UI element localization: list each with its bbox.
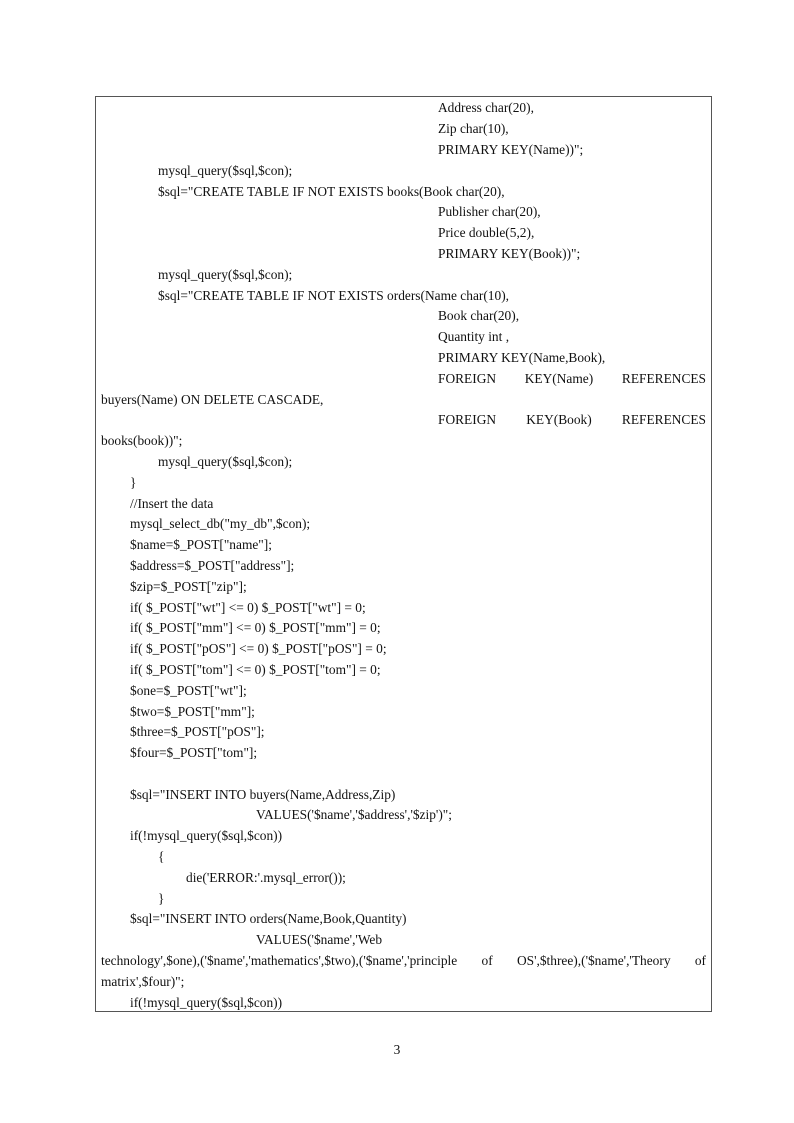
code-word: REFERENCES [621,412,706,427]
code-line: if(!mysql_query($sql,$con)) [130,995,283,1010]
code-line-justified [438,371,706,387]
code-line: Address char(20), [438,100,534,115]
code-line: mysql_select_db("my_db",$con); [130,516,311,531]
code-line: $name=$_POST["name"]; [130,537,272,552]
code-word: REFERENCES [621,371,706,386]
code-line: $two=$_POST["mm"]; [130,704,255,719]
code-line: Zip char(10), [438,121,509,136]
code-line: Price double(5,2), [438,225,535,240]
code-line: $zip=$_POST["zip"]; [130,579,247,594]
code-line: $three=$_POST["pOS"]; [130,724,265,739]
code-line: mysql_query($sql,$con); [158,163,293,178]
code-line: VALUES('$name','$address','$zip')"; [256,807,452,822]
code-line: Quantity int , [438,329,510,344]
code-line-justified [438,412,706,428]
code-line: if(!mysql_query($sql,$con)) [130,828,283,843]
code-line: if( $_POST["pOS"] <= 0) $_POST["pOS"] = 0; [130,641,387,656]
code-line: if( $_POST["mm"] <= 0) $_POST["mm"] = 0; [130,620,381,635]
code-line: matrix',$four)"; [101,974,185,989]
code-line: $four=$_POST["tom"]; [130,745,258,760]
code-line: mysql_query($sql,$con); [158,454,293,469]
code-word: OS',$three),('$name','Theory [516,953,671,968]
code-comment: //Insert the data [130,496,214,511]
code-line: { [158,849,165,864]
code-line-justified [101,953,706,969]
code-line: Book char(20), [438,308,520,323]
code-word: of [694,953,706,968]
code-line: $sql="CREATE TABLE IF NOT EXISTS books(Book char(20), [158,184,505,199]
page-number: 3 [393,1042,401,1057]
code-line: $sql="CREATE TABLE IF NOT EXISTS orders(Name char(10), [158,288,509,303]
code-line: if( $_POST["tom"] <= 0) $_POST["tom"] = 0; [130,662,381,677]
code-line: Publisher char(20), [438,204,541,219]
code-word: technology',$one),('$name','mathematics',$two),('$name','principle [101,953,458,968]
code-line: $address=$_POST["address"]; [130,558,295,573]
code-line: $one=$_POST["wt"]; [130,683,247,698]
code-line: } [130,475,137,490]
code-line: $sql="INSERT INTO buyers(Name,Address,Zip) [130,787,396,802]
code-word: KEY(Name) [524,371,594,386]
code-word: FOREIGN [438,371,497,386]
code-line: PRIMARY KEY(Name))"; [438,142,584,157]
code-line: PRIMARY KEY(Name,Book), [438,350,606,365]
code-line: VALUES('$name','Web [256,932,383,947]
code-word: of [481,953,493,968]
code-line: mysql_query($sql,$con); [158,267,293,282]
code-line: books(book))"; [101,433,183,448]
code-word: KEY(Book) [526,412,592,427]
code-line: PRIMARY KEY(Book))"; [438,246,581,261]
code-line: if( $_POST["wt"] <= 0) $_POST["wt"] = 0; [130,600,366,615]
code-line: } [158,891,165,906]
code-line: die('ERROR:'.mysql_error()); [186,870,346,885]
code-line: $sql="INSERT INTO orders(Name,Book,Quantity) [130,911,407,926]
code-line: buyers(Name) ON DELETE CASCADE, [101,392,324,407]
code-word: FOREIGN [438,412,497,427]
